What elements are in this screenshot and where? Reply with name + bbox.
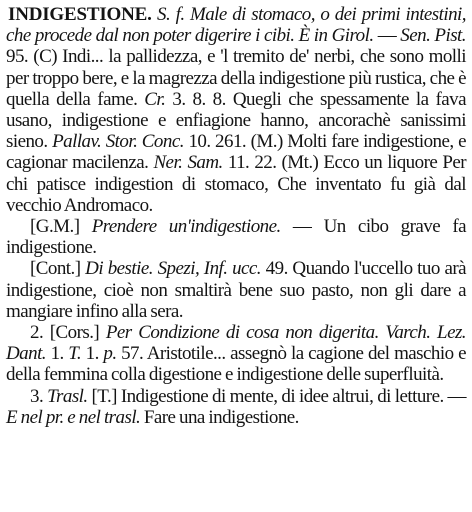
source-citation: Cr. [144, 88, 166, 110]
source-citation: Ner. Sam. [153, 152, 223, 174]
quotation-text: 11. 22. (Mt.) Ecco un liquore Per chi patisce indigestion di stomaco, Che inventato fu già dal vecchio Andromaco. [6, 152, 466, 216]
usage-label: E nel pr. e nel trasl. [6, 406, 141, 428]
citation-abbrev: p. [103, 343, 117, 365]
citation-number: 1. [85, 343, 99, 365]
citation-number: 1. [50, 343, 64, 365]
editor-tag: [Cont.] [30, 258, 81, 280]
quotation-text: 49. Quando l'uccello tuo arà indigestione, cioè non smaltirà bene suo pasto, non gli dare a mangiare infino alla sera. [6, 258, 466, 322]
editor-tag: [Cors.] [49, 322, 100, 344]
sense-number: 2. [30, 322, 44, 344]
quotation-text: 10. 261. (M.) Molti fare indigestione, e cagionar macilenza. [6, 131, 466, 174]
dash: — [377, 25, 397, 47]
entry-sense-2 [6, 322, 466, 386]
source-citation: Girol. [331, 25, 374, 47]
source-citation: Di bestie. Spezi, Inf. ucc. [85, 258, 262, 280]
quotation-text: 3. 8. 8. Quegli che spessamente la fava usano, indigestione e enfiagione hanno, ancorachè sanissimi sieno. [6, 88, 466, 153]
entry-subsense-cont [6, 258, 466, 322]
example-text: Fare una indigestione. [143, 406, 299, 428]
phrase-text: Prendere un'indigestione. [91, 216, 281, 238]
definition-text: Indigestione di mente, di idee altrui, di letture. — [120, 385, 466, 407]
editor-tag: [T.] [91, 385, 117, 407]
source-citation: Sen. Pist. [400, 25, 466, 47]
headword: INDIGESTIONE. [8, 4, 152, 25]
definition-text: Male di stomaco, o dei primi intestini, che procede dal non poter digerire i cibi. È in [6, 4, 466, 47]
source-citation: Pallav. Stor. Conc. [52, 131, 184, 153]
entry-sense-3 [6, 386, 466, 428]
quotation-text: 57. Aristotile... assegnò la cagione del maschio e della femmina colla digestione e indigestione delle superfluità. [6, 343, 466, 386]
grammar-label: S. f. [157, 4, 185, 25]
entry-definition-1 [6, 4, 466, 216]
example-text: — Un cibo grave fa indigestione. [6, 216, 466, 259]
entry-subsense-gm [6, 216, 466, 258]
sense-number: 3. [30, 385, 44, 407]
definition-text: Per Condizione di cosa non digerita. Varch. Lez. Dant. [6, 322, 466, 365]
editor-tag: [G.M.] [30, 216, 80, 238]
citation-abbrev: T. [68, 343, 82, 365]
quotation-text: 95. (C) Indi... la pallidezza, e 'l tremito de' nerbi, che sono molli per troppo bere, e la magrezza della indigestione più rustica, che è quella della fame. [6, 46, 466, 110]
sense-label: Trasl. [47, 385, 88, 407]
